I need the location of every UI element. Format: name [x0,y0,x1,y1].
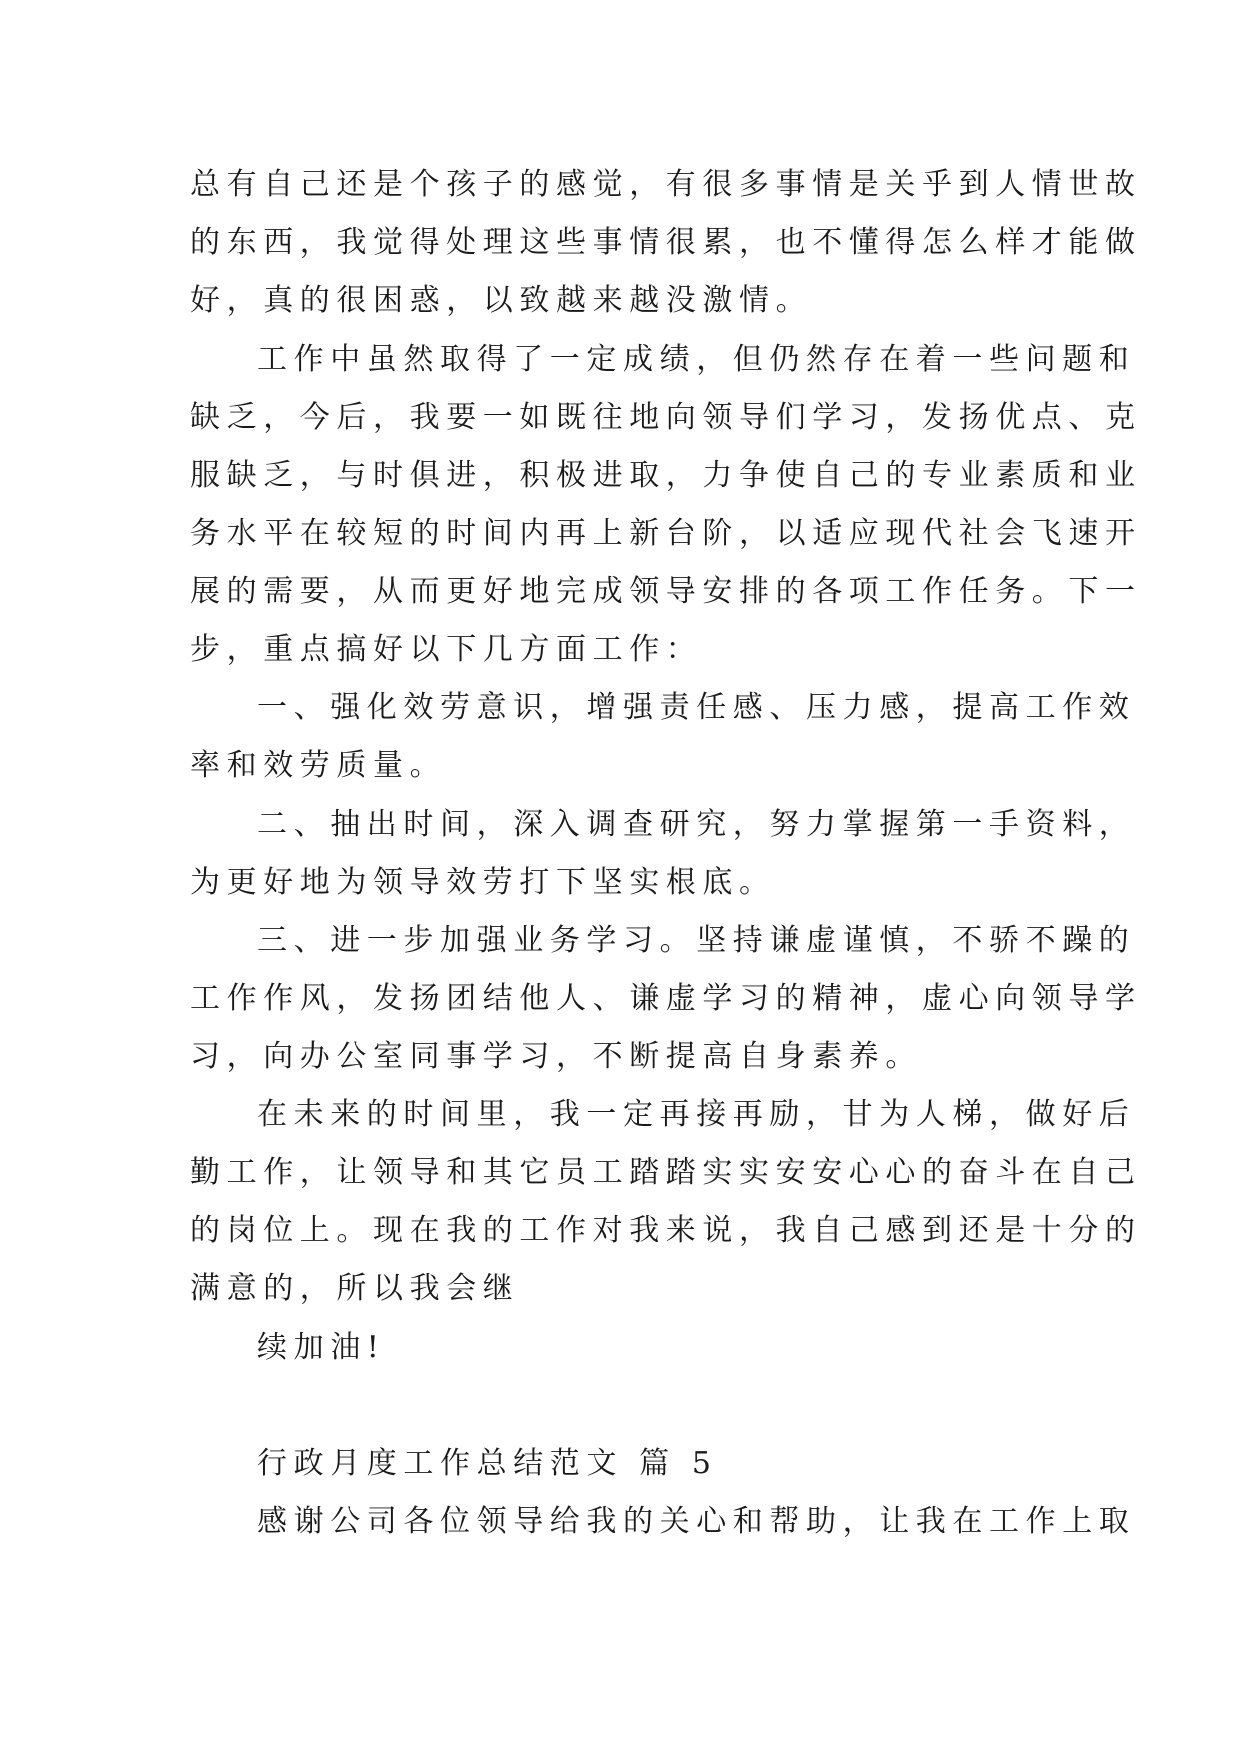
text-line: 感谢公司各位领导给我的关心和帮助，让我在工作上取 [257,1504,1136,1539]
text-line: 在未来的时间里，我一定再接再励，甘为人梯，做好后 [257,1097,1136,1132]
text-line: 务水平在较短的时间内再上新台阶，以适应现代社会飞速开 [190,516,1142,551]
text-line: 缺乏，今后，我要一如既往地向领导们学习，发扬优点、克 [190,400,1142,435]
text-line: 好，真的很困惑，以致越来越没激情。 [190,283,813,318]
text-line: 续加油! [257,1330,386,1365]
text-line: 一、强化效劳意识，增强责任感、压力感，提高工作效 [257,690,1136,725]
text-line: 三、进一步加强业务学习。坚持谦虚谨慎，不骄不躁的 [257,923,1136,958]
text-line: 率和效劳质量。 [190,748,447,783]
text-line: 勤工作，让领导和其它员工踏踏实实安安心心的奋斗在自己 [190,1155,1142,1190]
text-line: 二、抽出时间，深入调查研究，努力掌握第一手资料， [257,807,1136,842]
text-line: 服缺乏，与时俱进，积极进取，力争使自己的专业素质和业 [190,458,1142,493]
text-line: 总有自己还是个孩子的感觉，有很多事情是关乎到人情世故 [190,167,1142,202]
text-line: 工作作风，发扬团结他人、谦虚学习的精神，虚心向领导学 [190,981,1142,1016]
text-line: 满意的，所以我会继 [190,1271,520,1306]
text-line: 习，向办公室同事学习，不断提高自身素养。 [190,1039,922,1074]
text-line: 为更好地为领导效劳打下坚实根底。 [190,865,776,900]
text-line: 展的需要，从而更好地完成领导安排的各项工作任务。下一 [190,574,1142,609]
text-line: 的岗位上。现在我的工作对我来说，我自己感到还是十分的 [190,1213,1142,1248]
text-line: 工作中虽然取得了一定成绩，但仍然存在着一些问题和 [257,342,1136,377]
text-line: 的东西，我觉得处理这些事情很累，也不懂得怎么样才能做 [190,225,1142,260]
text-line: 步，重点搞好以下几方面工作： [190,632,703,667]
section-heading: 行政月度工作总结范文 篇 5 [257,1446,718,1481]
